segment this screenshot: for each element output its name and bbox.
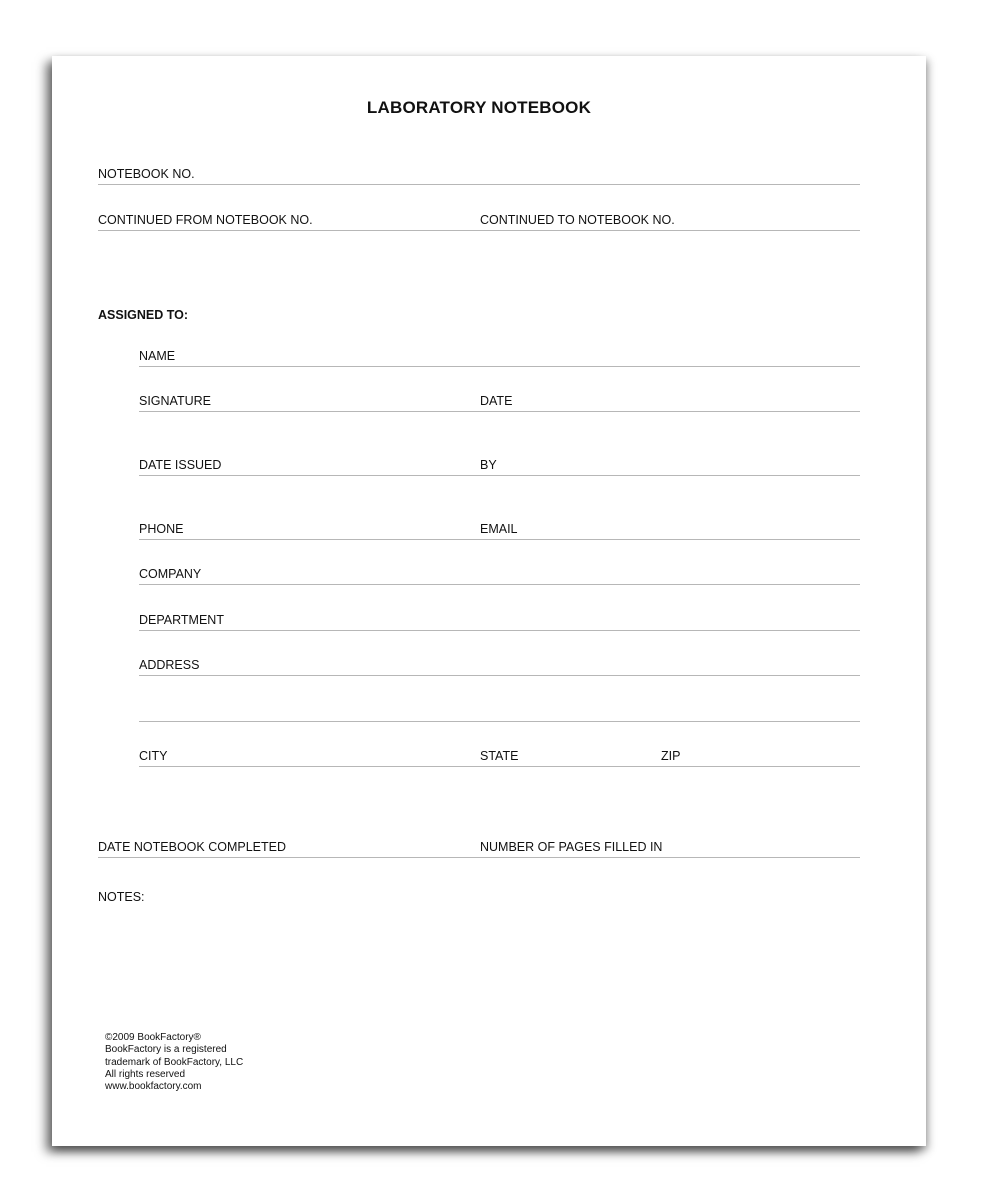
date-field[interactable] [480,392,860,412]
date-issued-label: DATE ISSUED [139,458,222,472]
notes-label: NOTES: [98,890,145,904]
copyright-line: BookFactory is a registered [105,1044,227,1056]
by-field[interactable] [480,456,860,476]
city-field[interactable] [139,747,480,767]
date-label: DATE [480,394,513,408]
continued-to-label: CONTINUED TO NOTEBOOK NO. [480,213,675,227]
address-line-2-field[interactable] [139,702,860,722]
city-label: CITY [139,749,168,763]
email-label: EMAIL [480,522,518,536]
assigned-to-heading: ASSIGNED TO: [98,308,189,322]
address-label: ADDRESS [139,658,200,672]
department-field[interactable] [139,611,860,631]
email-field[interactable] [480,520,860,540]
date-completed-label: DATE NOTEBOOK COMPLETED [98,840,286,854]
signature-label: SIGNATURE [139,394,211,408]
department-label: DEPARTMENT [139,613,224,627]
continued-from-label: CONTINUED FROM NOTEBOOK NO. [98,213,313,227]
address-field[interactable] [139,656,860,676]
pages-filled-field[interactable] [480,838,860,858]
phone-field[interactable] [139,520,480,540]
zip-label: ZIP [661,749,681,763]
state-field[interactable] [480,747,661,767]
company-label: COMPANY [139,567,202,581]
pages-filled-label: NUMBER OF PAGES FILLED IN [480,840,663,854]
copyright-block [105,1032,243,1093]
name-label: NAME [139,349,176,363]
state-label: STATE [480,749,519,763]
copyright-line: trademark of BookFactory, LLC [105,1056,244,1068]
page-title: LABORATORY NOTEBOOK [366,98,592,117]
continued-from-field[interactable] [98,211,480,231]
continued-to-field[interactable] [480,211,860,231]
date-issued-field[interactable] [139,456,480,476]
notebook-no-field[interactable] [98,165,860,185]
date-completed-field[interactable] [98,838,480,858]
zip-field[interactable] [661,747,860,767]
notebook-no-label: NOTEBOOK NO. [98,167,195,181]
signature-field[interactable] [139,392,480,412]
notebook-page [52,56,926,1146]
phone-label: PHONE [139,522,184,536]
website-text: www.bookfactory.com [105,1081,202,1093]
name-field[interactable] [139,347,860,367]
copyright-line: All rights reserved [105,1068,186,1080]
company-field[interactable] [139,565,860,585]
by-label: BY [480,458,497,472]
copyright-line: ©2009 BookFactory® [105,1032,201,1043]
